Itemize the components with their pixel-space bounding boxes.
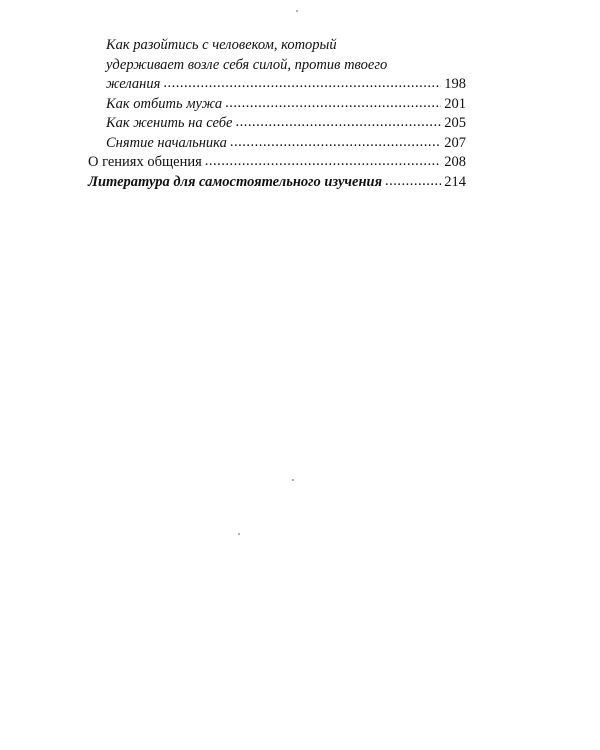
toc-entry-title: Как отбить мужа — [106, 95, 223, 112]
toc-entry-line — [88, 56, 466, 76]
scan-speck — [296, 10, 298, 12]
toc-entry-title: Как женить на себе — [106, 115, 233, 131]
scan-speck — [292, 479, 294, 481]
toc-entry[interactable] — [88, 75, 466, 95]
table-of-contents — [88, 36, 466, 192]
toc-entry[interactable] — [88, 173, 466, 193]
toc-entry-page: 201 — [444, 95, 466, 112]
dot-leader — [225, 94, 441, 114]
toc-entry-title: удерживает возле себя силой, против твоего — [106, 56, 388, 73]
toc-entry[interactable] — [88, 153, 466, 173]
toc-entry-title: Как разойтись с человеком, который — [106, 37, 337, 53]
toc-entry[interactable] — [88, 114, 466, 134]
toc-entry-page: 214 — [444, 173, 466, 190]
toc-entry-title: Литература для самостоятельного изучения — [88, 173, 383, 190]
toc-entry-page: 205 — [444, 115, 466, 131]
toc-entry-title: О гениях общения — [88, 154, 202, 170]
toc-entry[interactable] — [88, 134, 466, 154]
scan-speck — [238, 533, 240, 535]
dot-leader — [385, 172, 441, 192]
toc-entry-line — [88, 36, 466, 56]
toc-entry-page: 207 — [444, 134, 466, 151]
toc-entry[interactable] — [88, 95, 466, 115]
dot-leader — [230, 133, 441, 153]
dot-leader — [163, 74, 441, 94]
dot-leader — [235, 113, 441, 133]
toc-entry-title: Снятие начальника — [106, 134, 227, 151]
toc-entry-title: желания — [106, 76, 161, 92]
dot-leader — [205, 152, 441, 172]
toc-entry-page: 198 — [444, 76, 466, 92]
toc-entry-page: 208 — [444, 154, 466, 170]
